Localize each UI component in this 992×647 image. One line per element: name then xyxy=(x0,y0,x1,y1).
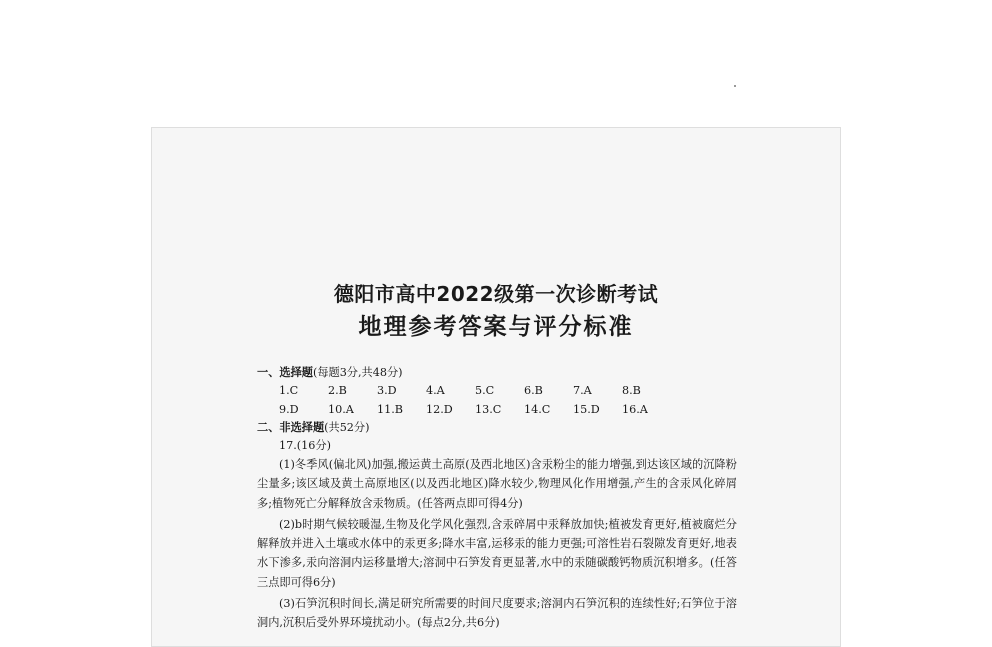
section-multiple-choice-heading xyxy=(257,364,737,381)
section-heading-text: 一、选择题 xyxy=(257,365,313,379)
answer-item: 12.D xyxy=(426,403,453,416)
section-score-note: (共52分) xyxy=(324,421,370,434)
answer-paragraph-2: (2)b时期气候较暖湿,生物及化学风化强烈,含汞碎屑中汞释放加快;植被发育更好,植被腐烂分解释放并进入土壤或水体中的汞更多;降水丰富,运移汞的能力更强;可溶性岩石裂隙发育更好,地表水下渗多,汞向溶洞内运移量增大;溶洞中石笋发育更显著,水中的汞随碳酸钙物质沉积增多。(任答三点即可得6分) xyxy=(257,517,737,589)
answer-row-1 xyxy=(257,381,737,400)
exam-title: 德阳市高中2022级第一次诊断考试 xyxy=(333,282,659,306)
answer-item: 7.A xyxy=(573,384,592,397)
answer-item: 4.A xyxy=(426,384,445,397)
answer-item: 3.D xyxy=(377,384,397,397)
answer-row-2 xyxy=(257,400,737,419)
answer-key-title: 地理参考答案与评分标准 xyxy=(358,314,634,340)
answer-paragraph-3: (3)石笋沉积时间长,满足研究所需要的时间尺度要求;溶洞内石笋沉积的连续性好;石笋位于溶洞内,沉积后受外界环境扰动小。(每点2分,共6分) xyxy=(257,597,737,630)
question-17-label: 17.(16分) xyxy=(279,439,331,452)
section-score-note: (每题3分,共48分) xyxy=(312,366,403,379)
document-page xyxy=(151,127,841,647)
answer-paragraph-1: (1)冬季风(偏北风)加强,搬运黄土高原(及西北地区)含汞粉尘的能力增强,到达该区域的沉降粉尘量多;该区域及黄土高原地区(以及西北地区)降水较少,物理风化作用增强,产生的含汞风化碎屑多;植物死亡分解释放含汞物质。(任答两点即可得4分) xyxy=(257,458,737,510)
answer-item: 11.B xyxy=(377,403,404,416)
answer-item: 10.A xyxy=(328,403,354,416)
answer-item: 16.A xyxy=(622,403,648,416)
answer-item: 9.D xyxy=(279,403,299,416)
answer-item: 8.B xyxy=(622,384,641,397)
answer-item: 15.D xyxy=(573,403,600,416)
answer-item: 6.B xyxy=(524,384,543,397)
section-free-response-heading xyxy=(257,419,737,436)
document-body xyxy=(257,364,737,635)
answer-item: 5.C xyxy=(475,384,495,397)
scan-speck xyxy=(734,85,736,87)
section-heading-text: 二、非选择题 xyxy=(257,420,325,434)
answer-item: 14.C xyxy=(524,403,551,416)
answer-item: 1.C xyxy=(279,384,299,397)
answer-item: 13.C xyxy=(475,403,502,416)
answer-item: 2.B xyxy=(328,384,347,397)
